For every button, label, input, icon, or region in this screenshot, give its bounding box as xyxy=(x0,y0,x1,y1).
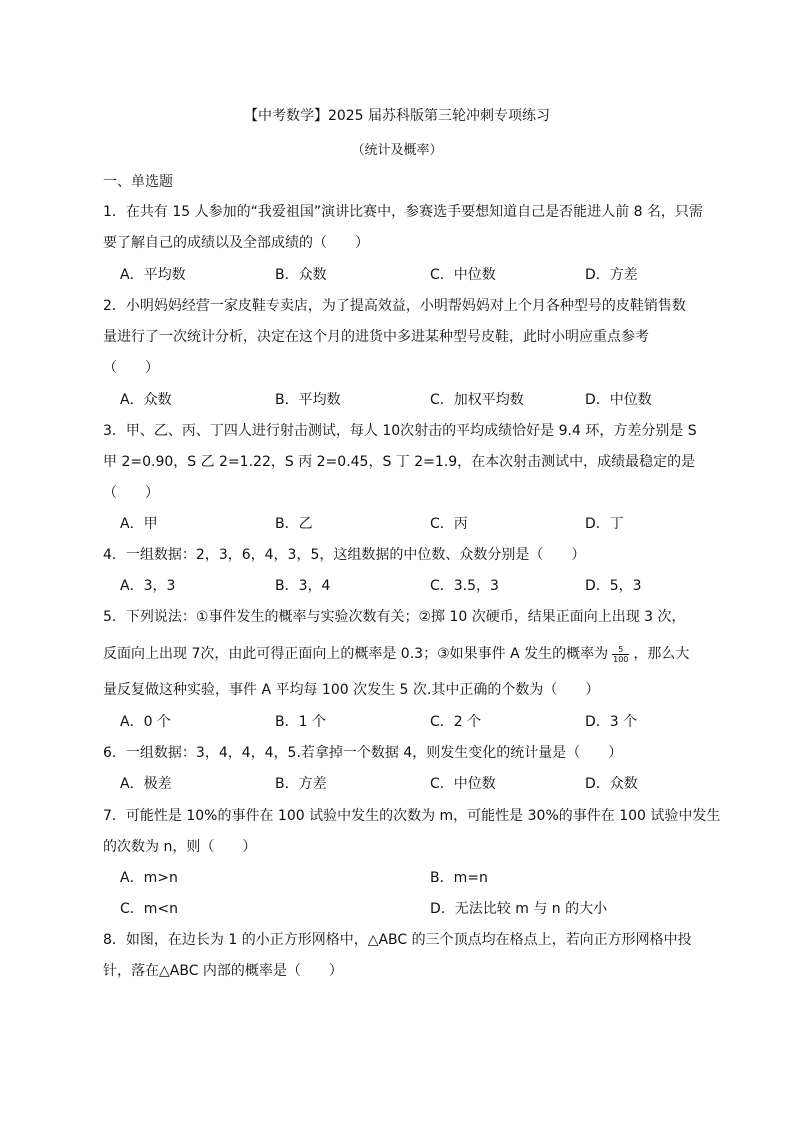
question-7-option-c: C．m<n xyxy=(120,901,179,917)
section-heading: 一、单选题 xyxy=(103,174,173,190)
question-3-line-2: 甲 2=0.90，S 乙 2=1.22，S 丙 2=0.45，S 丁 2=1.9，在本次射击测试中，成绩最稳定的是 xyxy=(103,454,696,470)
question-4-line-1: 4．一组数据：2，3，6，4，3，5，这组数据的中位数、众数分别是（ ） xyxy=(103,547,586,563)
question-2-option-d: D．中位数 xyxy=(585,392,652,408)
question-2-line-3: （ ） xyxy=(103,360,159,376)
question-4-option-a: A．3，3 xyxy=(120,578,176,594)
question-1-option-b: B．众数 xyxy=(275,267,327,283)
question-1-line-2: 要了解自己的成绩以及全部成绩的（ ） xyxy=(103,235,369,251)
question-7-option-a: A．m>n xyxy=(120,870,178,886)
question-2-option-b: B．平均数 xyxy=(275,392,341,408)
question-3-line-1: 3．甲、乙、丙、丁四人进行射击测试，每人 10次射击的平均成绩恰好是 9.4 环，方差分别是 S xyxy=(103,423,697,439)
fraction-denominator: 100 xyxy=(613,654,629,664)
question-1-option-a: A．平均数 xyxy=(120,267,186,283)
question-6-line-1: 6．一组数据：3，4，4，4，5.若拿掉一个数据 4，则发生变化的统计量是（ ） xyxy=(103,745,623,761)
question-5-line-2 xyxy=(103,644,703,664)
question-7-line-2: 的次数为 n，则（ ） xyxy=(103,839,257,855)
question-2-option-c: C．加权平均数 xyxy=(430,392,524,408)
question-3-option-b: B．乙 xyxy=(275,516,313,532)
question-1-option-d: D．方差 xyxy=(585,267,638,283)
question-2-line-2: 量进行了一次统计分析，决定在这个月的进货中多进某种型号皮鞋，此时小明应重点参考 xyxy=(103,329,649,345)
question-5-line-2-text: 反面向上出现 7次，由此可得正面向上的概率是 0.3；③如果事件 A 发生的概率为 xyxy=(103,646,609,662)
question-5-line-2-tail: ，那么大 xyxy=(633,646,690,662)
question-5-option-b: B．1 个 xyxy=(275,714,326,730)
question-2-option-a: A．众数 xyxy=(120,392,172,408)
question-5-option-d: D．3 个 xyxy=(585,714,638,730)
question-5-option-a: A．0 个 xyxy=(120,714,171,730)
question-6-option-c: C．中位数 xyxy=(430,776,496,792)
document-title: 【中考数学】2025 届苏科版第三轮冲刺专项练习 xyxy=(243,108,551,124)
question-7-option-d: D．无法比较 m 与 n 的大小 xyxy=(430,901,608,917)
question-7-option-b: B．m=n xyxy=(430,870,488,886)
question-3-option-d: D．丁 xyxy=(585,516,624,532)
question-6-option-a: A．极差 xyxy=(120,776,172,792)
question-5-line-1: 5．下列说法：①事件发生的概率与实验次数有关；②掷 10 次硬币，结果正面向上出现 3 次， xyxy=(103,609,686,625)
question-5-option-c: C．2 个 xyxy=(430,714,482,730)
document-subtitle: （统计及概率） xyxy=(351,143,443,158)
question-3-option-a: A．甲 xyxy=(120,516,158,532)
question-3-option-c: C．丙 xyxy=(430,516,468,532)
question-4-option-c: C．3.5，3 xyxy=(430,578,499,594)
question-7-line-1: 7．可能性是 10%的事件在 100 试验中发生的次数为 m，可能性是 30%的事件在 100 试验中发生 xyxy=(103,808,721,824)
question-6-option-b: B．方差 xyxy=(275,776,327,792)
probability-fraction xyxy=(612,645,629,664)
question-5-line-3: 量反复做这种实验，事件 A 平均每 100 次发生 5 次.其中正确的个数为（ ） xyxy=(103,682,600,698)
question-4-option-b: B．3，4 xyxy=(275,578,331,594)
question-1-line-1: 1．在共有 15 人参加的“我爱祖国”演讲比赛中，参赛选手要想知道自己是否能进人前 8 名，只需 xyxy=(103,204,703,220)
question-8-line-1: 8．如图，在边长为 1 的小正方形网格中，△ABC 的三个顶点均在格点上，若向正方形网格中投 xyxy=(103,932,692,948)
question-3-line-3: （ ） xyxy=(103,485,159,501)
question-4-option-d: D．5，3 xyxy=(585,578,642,594)
question-6-option-d: D．众数 xyxy=(585,776,638,792)
question-8-line-2: 针，落在△ABC 内部的概率是（ ） xyxy=(103,963,343,979)
question-1-option-c: C．中位数 xyxy=(430,267,496,283)
question-2-line-1: 2．小明妈妈经营一家皮鞋专卖店，为了提高效益，小明帮妈妈对上个月各种型号的皮鞋销售数 xyxy=(103,298,686,314)
fraction-numerator: 5 xyxy=(612,645,629,655)
